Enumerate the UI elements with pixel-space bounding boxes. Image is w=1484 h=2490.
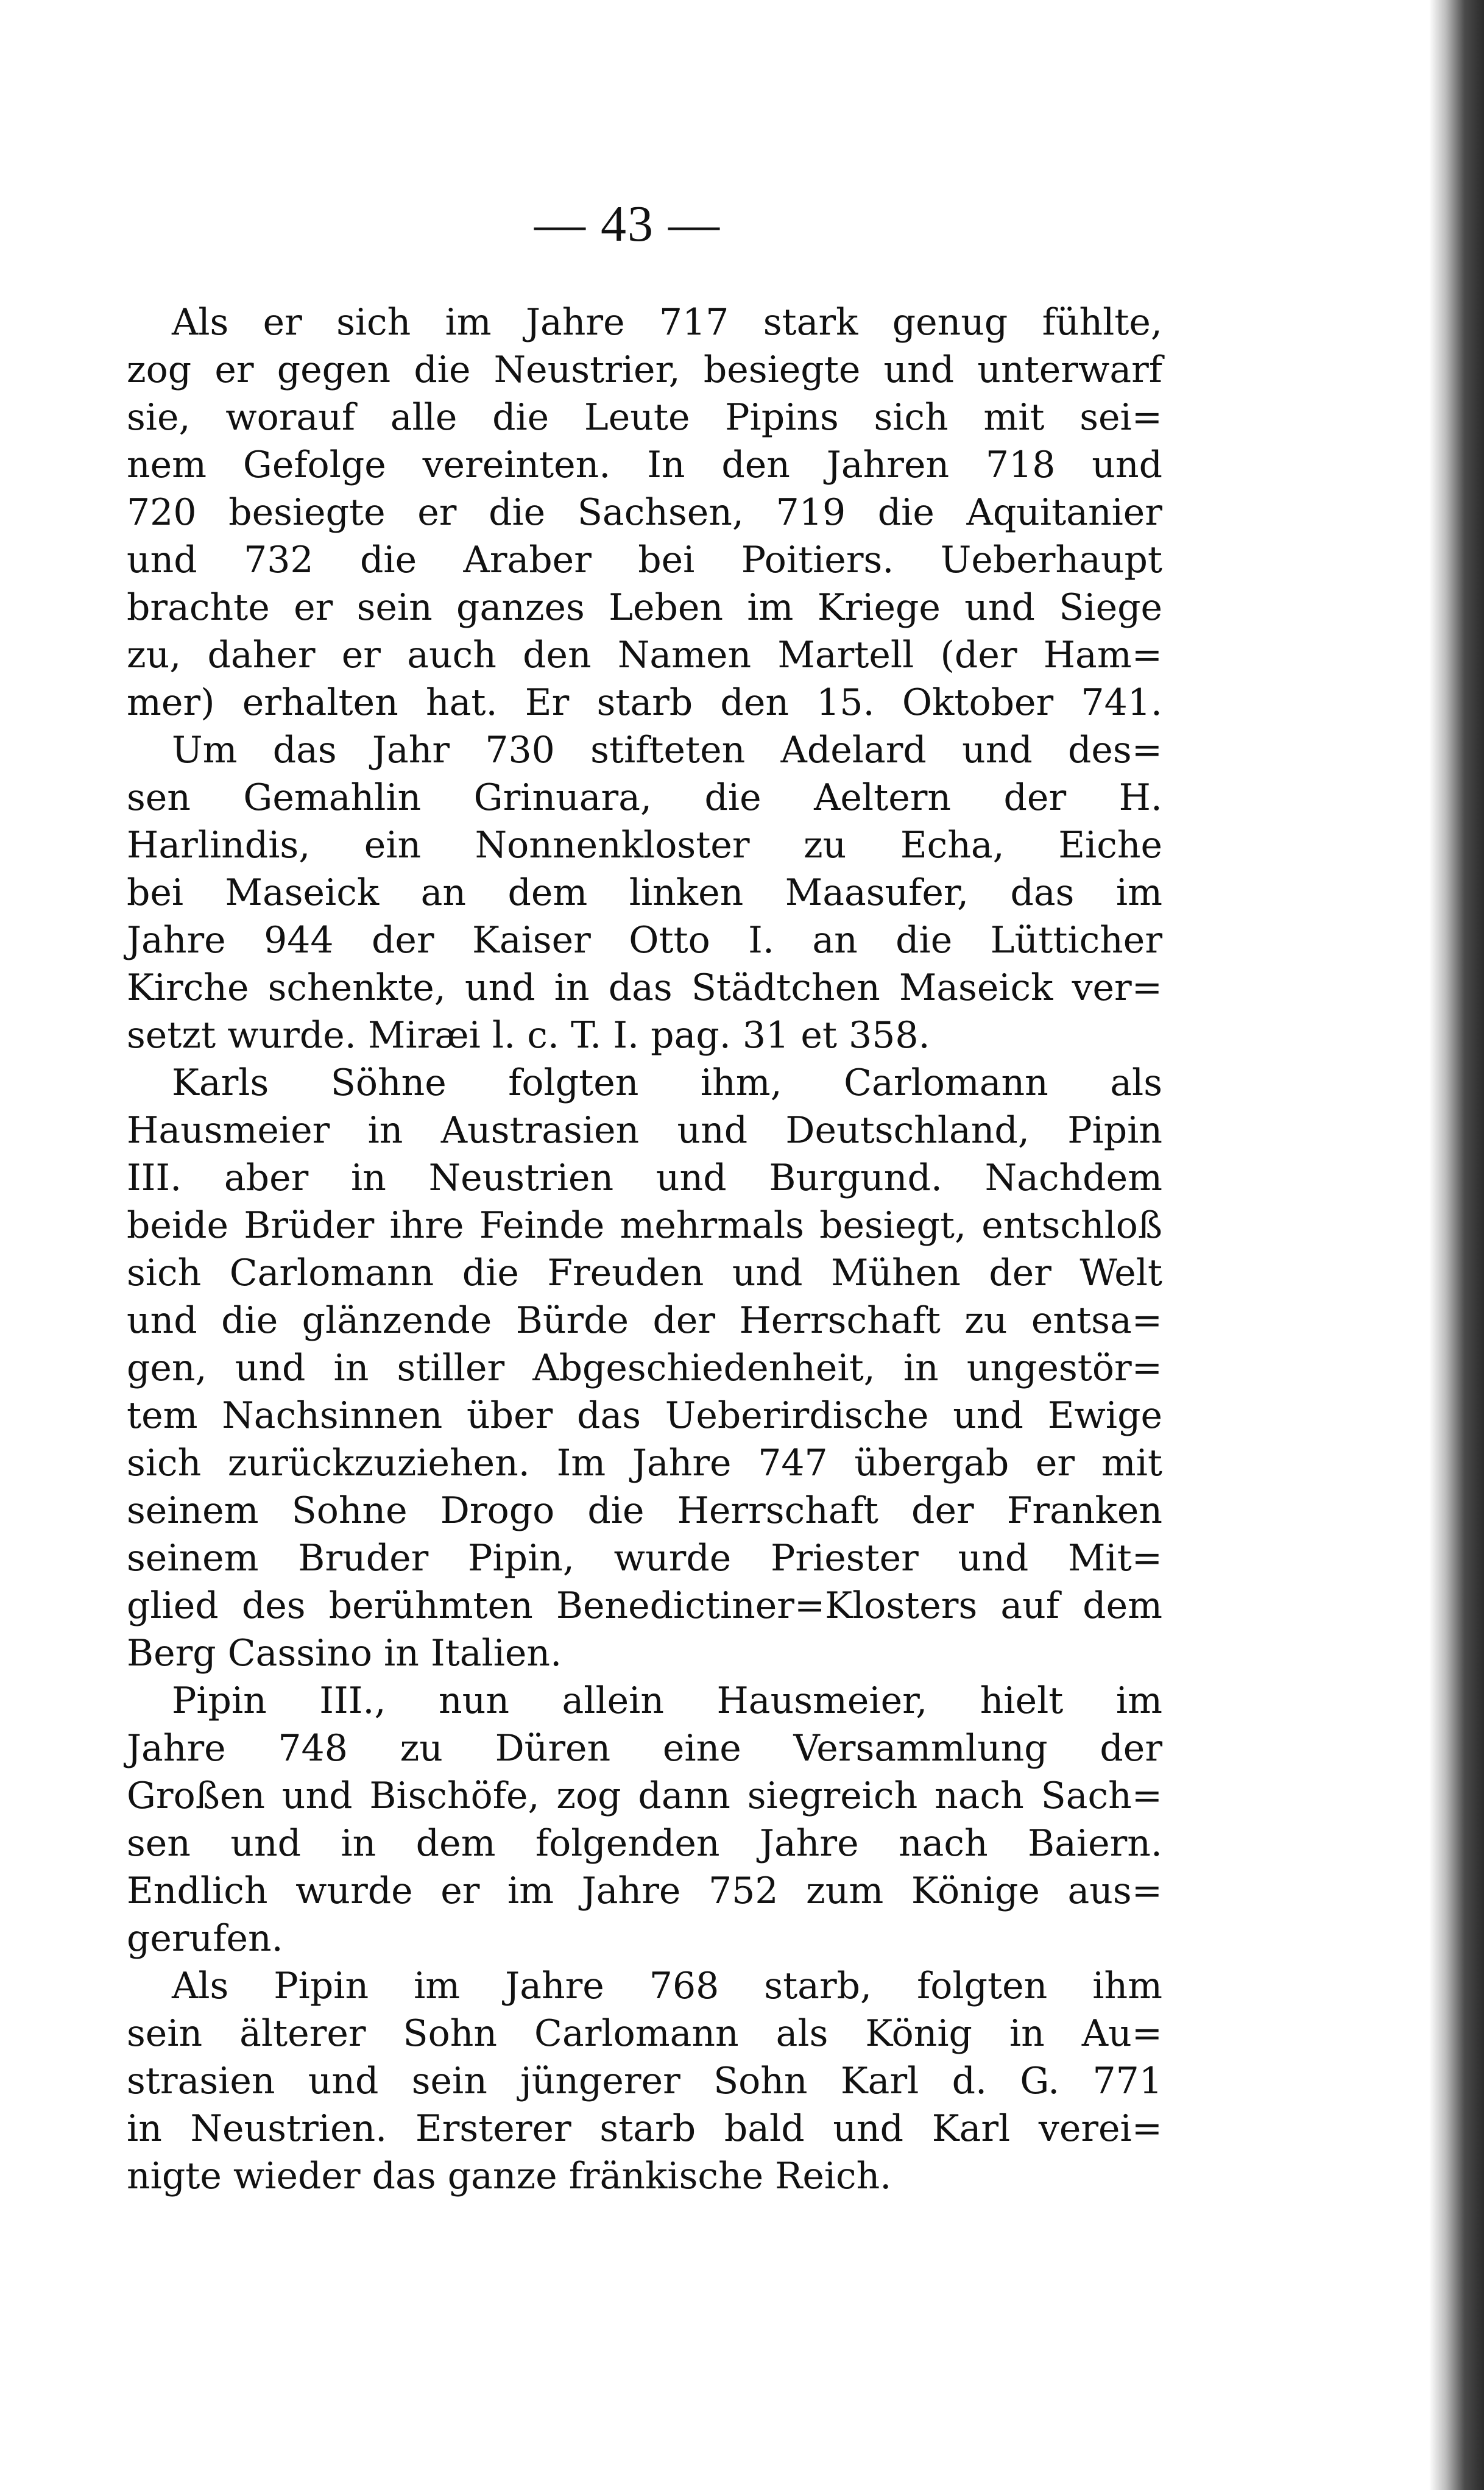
text-line: sie, worauf alle die Leute Pipins sich mit sei= [127, 396, 1162, 439]
paragraph-karls-soehne [127, 1059, 1162, 1677]
text-line: Berg Cassino in Italien. [127, 1632, 562, 1675]
text-line: nigte wieder das ganze fränkische Reich. [127, 2155, 892, 2197]
page-number: — 43 — [534, 196, 721, 252]
text-line: sich zurückzuziehen. Im Jahre 747 übergab er mit [127, 1442, 1162, 1484]
text-line: sen und in dem folgenden Jahre nach Baiern. [127, 1822, 1162, 1865]
text-line: und 732 die Araber bei Poitiers. Ueberhaupt [127, 539, 1162, 581]
text-line: brachte er sein ganzes Leben im Kriege und Siege [127, 586, 1162, 629]
text-line: sen Gemahlin Grinuara, die Aeltern der H. [127, 776, 1162, 819]
text-line: Jahre 748 zu Düren eine Versammlung der [127, 1727, 1162, 1770]
text-line: Als Pipin im Jahre 768 starb, folgten ihm [172, 1965, 1162, 2007]
text-line: mer) erhalten hat. Er starb den 15. Oktober 741. [127, 681, 1162, 724]
text-line: Karls Söhne folgten ihm, Carlomann als [172, 1062, 1162, 1104]
text-line: seinem Sohne Drogo die Herrschaft der Franken [127, 1489, 1162, 1532]
paragraph-adelard [127, 726, 1162, 1059]
text-line: und die glänzende Bürde der Herrschaft zu entsa= [127, 1299, 1162, 1342]
text-line: Großen und Bischöfe, zog dann siegreich nach Sach= [127, 1775, 1162, 1817]
text-line: Endlich wurde er im Jahre 752 zum Könige aus= [127, 1870, 1162, 1912]
text-line: Hausmeier in Austrasien und Deutschland, Pipin [127, 1109, 1162, 1152]
text-line: Jahre 944 der Kaiser Otto I. an die Lütticher [127, 919, 1162, 962]
paragraph-pipin-iii [127, 1677, 1162, 1962]
text-line: zu, daher er auch den Namen Martell (der Ham= [127, 634, 1162, 676]
paragraph-pipin-death [127, 1962, 1162, 2200]
page-edge-shadow [1429, 0, 1484, 2490]
text-line: bei Maseick an dem linken Maasufer, das im [127, 871, 1162, 914]
text-line: gerufen. [127, 1917, 283, 1960]
text-line: beide Brüder ihre Feinde mehrmals besiegt, entschloß [127, 1204, 1162, 1247]
text-line: sich Carlomann die Freuden und Mühen der Welt [127, 1252, 1162, 1294]
text-line: Um das Jahr 730 stifteten Adelard und des= [172, 729, 1162, 771]
text-line: strasien und sein jüngerer Sohn Karl d. G. 771 [127, 2060, 1162, 2102]
text-line: setzt wurde. Miræi l. c. T. I. pag. 31 et 358. [127, 1014, 930, 1057]
text-line: Pipin III., nun allein Hausmeier, hielt im [172, 1680, 1162, 1722]
text-line: Als er sich im Jahre 717 stark genug fühlte, [172, 301, 1162, 344]
text-line: tem Nachsinnen über das Ueberirdische und Ewige [127, 1394, 1162, 1437]
paragraph-karl-martell [127, 299, 1162, 726]
text-line: in Neustrien. Ersterer starb bald und Karl verei= [127, 2107, 1162, 2150]
text-line: glied des berühmten Benedictiner=Klosters auf dem [127, 1584, 1162, 1627]
text-line: Harlindis, ein Nonnenkloster zu Echa, Eiche [127, 824, 1162, 867]
text-line: 720 besiegte er die Sachsen, 719 die Aquitanier [127, 491, 1162, 534]
text-line: Kirche schenkte, und in das Städtchen Maseick ver= [127, 967, 1162, 1009]
text-line: nem Gefolge vereinten. In den Jahren 718 und [127, 444, 1162, 486]
text-line: seinem Bruder Pipin, wurde Priester und Mit= [127, 1537, 1162, 1580]
text-line: zog er gegen die Neustrier, besiegte und unterwarf [127, 349, 1162, 391]
text-line: III. aber in Neustrien und Burgund. Nachdem [127, 1157, 1162, 1199]
text-line: gen, und in stiller Abgeschiedenheit, in ungestör= [127, 1347, 1162, 1389]
text-line: sein älterer Sohn Carlomann als König in Au= [127, 2012, 1162, 2055]
body-text [127, 299, 1162, 2200]
